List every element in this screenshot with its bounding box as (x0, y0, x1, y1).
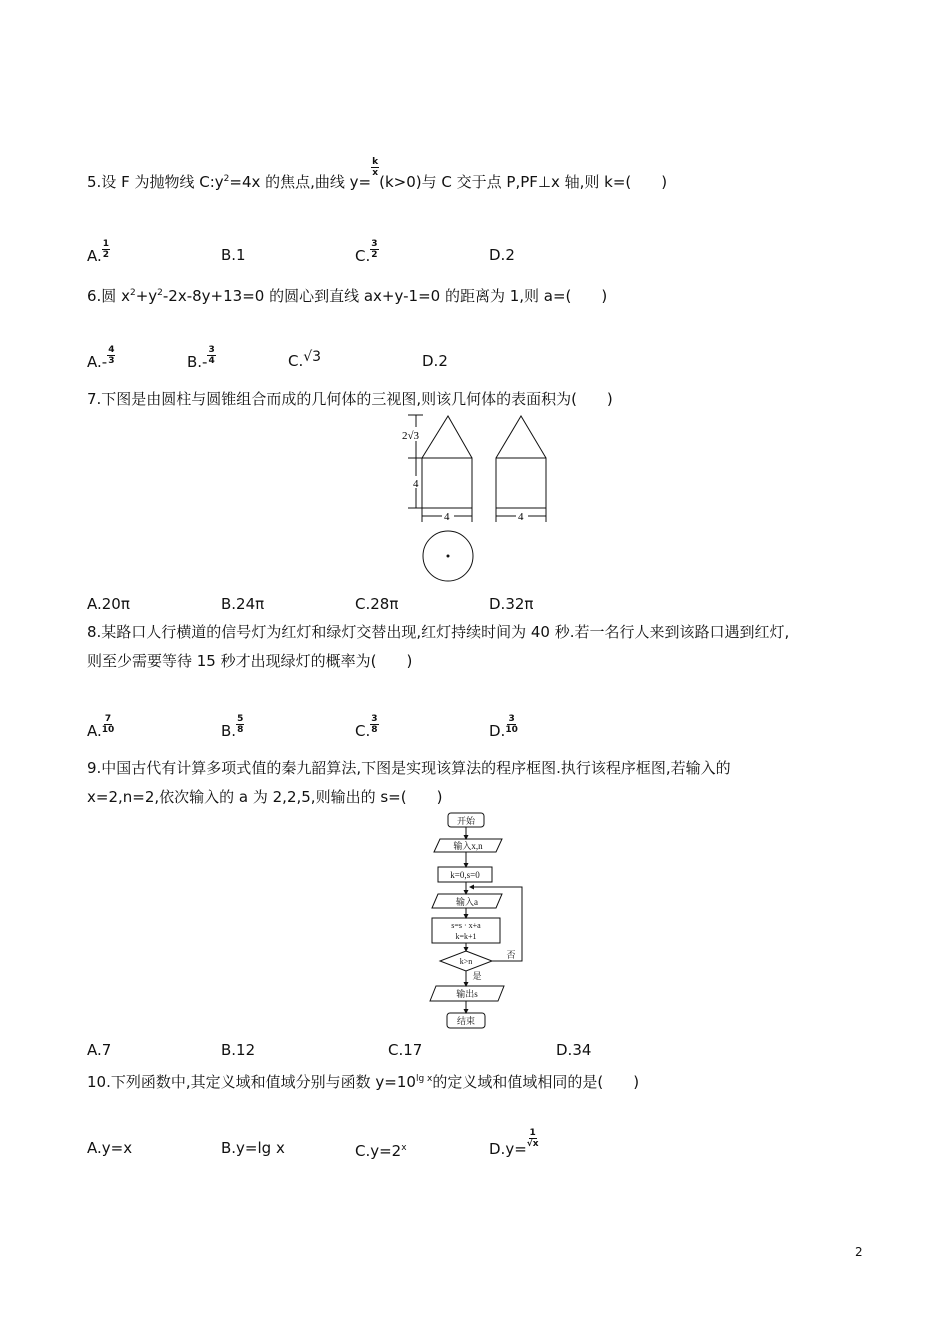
numerator: 3 (371, 714, 378, 724)
option-label: C. (355, 247, 371, 265)
numerator: 7 (104, 714, 112, 724)
end-label: 结束 (456, 1016, 476, 1026)
numerator: 1 (529, 1128, 536, 1138)
numerator: k (372, 157, 379, 167)
q6-option-d: D.2 (422, 352, 448, 370)
input-xn-label: 输入x,n (453, 841, 483, 851)
flowchart-figure (420, 805, 540, 1035)
denominator: 8 (237, 725, 244, 735)
denominator: 10 (505, 725, 518, 735)
option-label: C. (355, 722, 371, 740)
q8-option-c (355, 714, 379, 741)
q6-text: +y (135, 287, 158, 305)
q9-option-c: C.17 (388, 1041, 423, 1059)
denominator: 10 (101, 725, 115, 735)
q6-option-b (187, 345, 216, 372)
q6-option-c (288, 351, 321, 372)
option-label: C. (288, 352, 304, 370)
q5-text-mid: =4x 的焦点,曲线 y= (229, 173, 372, 191)
q8-option-b (221, 714, 244, 741)
q10-option-c (355, 1138, 407, 1161)
denominator: 2 (371, 250, 378, 260)
sup: 2 (157, 288, 163, 298)
q10-option-b: B.y=lg x (221, 1139, 285, 1157)
input-a-label: 输入a (456, 897, 478, 907)
fraction (102, 239, 110, 260)
q5-text-post: (k>0)与 C 交于点 P,PF⊥x 轴,则 k=( ) (379, 173, 668, 191)
option-label: A. (87, 247, 102, 265)
fraction (207, 345, 215, 366)
numerator: 3 (371, 239, 378, 249)
denominator: 2 (102, 250, 110, 260)
fraction (236, 714, 244, 735)
question-8-line1: 8.某路口人行横道的信号灯为红灯和绿灯交替出现,红灯持续时间为 40 秒.若一名行人来到该路口遇到红灯, (87, 623, 790, 641)
side-cylinder (496, 458, 546, 508)
q5-sup: 2 (223, 174, 230, 184)
sup: lg x (415, 1074, 433, 1084)
option-label: B. (221, 722, 237, 740)
q10-option-d (489, 1128, 539, 1159)
start-label: 开始 (456, 816, 476, 826)
q10-option-a: A.y=x (87, 1139, 133, 1157)
option-label: D.y= (489, 1140, 527, 1158)
front-cylinder (422, 458, 472, 508)
denominator: 8 (371, 725, 378, 735)
numerator: 3 (508, 714, 515, 724)
denominator: x (372, 168, 379, 178)
sup: 2 (129, 288, 136, 298)
init-label: k=0,s=0 (450, 870, 480, 880)
q5-option-c (355, 239, 379, 266)
q7-option-b: B.24π (221, 595, 265, 613)
condition-label: k>n (459, 957, 473, 966)
option-label: A. (87, 722, 102, 740)
front-width-label: 4 (444, 511, 450, 523)
q7-option-a: A.20π (87, 595, 130, 613)
sup: x (401, 1143, 407, 1153)
output-label: 输出s (456, 989, 478, 999)
q10-text: 10.下列函数中,其定义域和值域分别与函数 y=10 (87, 1073, 416, 1091)
q8-option-d (489, 714, 518, 741)
fraction (107, 345, 115, 366)
side-cone (496, 416, 546, 458)
q9-option-a: A.7 (87, 1041, 112, 1059)
denominator: 4 (208, 356, 215, 366)
option-label: B.- (187, 353, 208, 371)
numerator: 1 (102, 239, 110, 249)
update2-label: k=k+1 (455, 932, 477, 941)
yes-label: 是 (472, 971, 482, 981)
page-number: 2 (855, 1245, 863, 1259)
numerator: 5 (237, 714, 244, 724)
q6-option-a (87, 345, 115, 372)
sqrt-value: √3 (303, 349, 322, 365)
q5-option-d: D.2 (489, 246, 515, 264)
q5-option-a (87, 239, 110, 266)
q6-text: -2x-8y+13=0 的圆心到直线 ax+y-1=0 的距离为 1,则 a=( ) (162, 287, 608, 305)
numerator: 4 (108, 345, 115, 355)
fraction (102, 714, 115, 735)
q9-option-d: D.34 (556, 1041, 592, 1059)
q5-fraction (371, 157, 379, 178)
update1-label: s=s · x+a (451, 921, 481, 930)
question-9-line2: x=2,n=2,依次输入的 a 为 2,2,5,则输出的 s=( ) (87, 788, 443, 806)
question-5 (87, 157, 668, 192)
question-8-line2: 则至少需要等待 15 秒才出现绿灯的概率为( ) (87, 652, 413, 670)
denominator: √x (526, 1139, 539, 1149)
cone-height-label: 2√3 (402, 430, 420, 442)
q7-option-d: D.32π (489, 595, 534, 613)
option-label: D. (489, 722, 506, 740)
cylinder-height-label: 4 (413, 478, 419, 490)
fraction (370, 239, 378, 260)
q7-option-c: C.28π (355, 595, 399, 613)
q5-option-b: B.1 (221, 246, 246, 264)
numerator: 3 (208, 345, 215, 355)
question-6 (87, 283, 607, 306)
question-9-line1: 9.中国古代有计算多项式值的秦九韶算法,下图是实现该算法的程序框图.执行该程序框图,若输入的 (87, 759, 731, 777)
denominator: 3 (108, 356, 115, 366)
three-view-figure (380, 410, 560, 590)
option-label: A.- (87, 353, 108, 371)
q6-text: 6.圆 x (87, 287, 130, 305)
fraction (527, 1128, 539, 1149)
question-7: 7.下图是由圆柱与圆锥组合而成的几何体的三视图,则该几何体的表面积为( ) (87, 390, 613, 408)
fraction (370, 714, 378, 735)
q9-option-b: B.12 (221, 1041, 256, 1059)
question-10 (87, 1069, 639, 1092)
side-width-label: 4 (518, 511, 524, 523)
q5-text: 5.设 F 为抛物线 C:y (87, 173, 224, 191)
option-label: C.y=2 (355, 1142, 402, 1160)
q8-option-a (87, 714, 115, 741)
q10-text-post: 的定义域和值域相同的是( ) (432, 1073, 640, 1091)
fraction (505, 714, 518, 735)
no-label: 否 (506, 950, 516, 960)
